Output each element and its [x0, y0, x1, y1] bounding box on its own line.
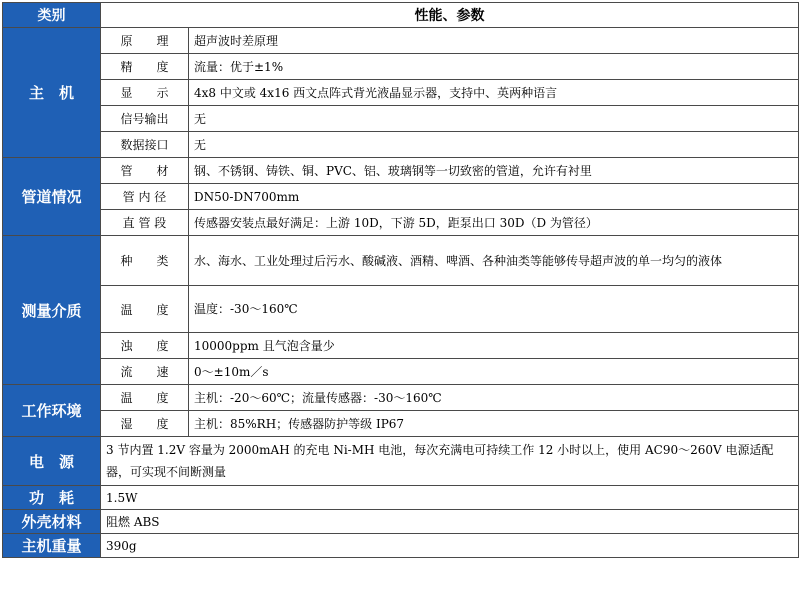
row-label: 温 度	[101, 385, 189, 411]
category-column-header: 类别	[3, 3, 101, 28]
category-consumption: 功 耗	[3, 486, 101, 510]
row-value: 10000ppm 且气泡含量少	[189, 333, 799, 359]
row-label: 信号输出	[101, 106, 189, 132]
category-weight: 主机重量	[3, 534, 101, 558]
row-value: 传感器安装点最好满足：上游 10D，下游 5D，距泵出口 30D（D 为管径）	[189, 210, 799, 236]
category-power: 电 源	[3, 437, 101, 486]
category-main-unit: 主 机	[3, 28, 101, 158]
row-value: 超声波时差原理	[189, 28, 799, 54]
row-label: 浊 度	[101, 333, 189, 359]
table-row	[3, 359, 799, 385]
table-row	[3, 132, 799, 158]
category-medium: 测量介质	[3, 236, 101, 385]
row-value: 3 节内置 1.2V 容量为 2000mAH 的充电 Ni-MH 电池，每次充满电可持续工作 12 小时以上，使用 AC90～260V 电源适配器，可实现不间断测量	[101, 437, 799, 486]
table-row	[3, 510, 799, 534]
row-value: 0～±10m／s	[189, 359, 799, 385]
row-value: 主机：85%RH；传感器防护等级 IP67	[189, 411, 799, 437]
row-value: 水、海水、工业处理过后污水、酸碱液、酒精、啤酒、各种油类等能够传导超声波的单一均匀的液体	[189, 236, 799, 286]
category-housing: 外壳材料	[3, 510, 101, 534]
table-row	[3, 385, 799, 411]
spec-table	[2, 2, 799, 558]
table-row	[3, 236, 799, 286]
row-label: 显 示	[101, 80, 189, 106]
row-label: 种 类	[101, 236, 189, 286]
table-row	[3, 286, 799, 333]
row-value: 流量：优于±1%	[189, 54, 799, 80]
row-value: 阻燃 ABS	[101, 510, 799, 534]
table-row	[3, 28, 799, 54]
row-label: 管 材	[101, 158, 189, 184]
table-header-row	[3, 3, 799, 28]
category-environment: 工作环境	[3, 385, 101, 437]
table-row	[3, 411, 799, 437]
table-row	[3, 333, 799, 359]
category-pipe: 管道情况	[3, 158, 101, 236]
table-row	[3, 80, 799, 106]
table-row	[3, 534, 799, 558]
row-value: 无	[189, 132, 799, 158]
table-row	[3, 54, 799, 80]
row-value: DN50-DN700mm	[189, 184, 799, 210]
row-label: 数据接口	[101, 132, 189, 158]
row-value: 无	[189, 106, 799, 132]
table-row	[3, 486, 799, 510]
row-label: 流 速	[101, 359, 189, 385]
row-value: 4x8 中文或 4x16 西文点阵式背光液晶显示器，支持中、英两种语言	[189, 80, 799, 106]
row-value: 温度：-30～160℃	[189, 286, 799, 333]
row-label: 直 管 段	[101, 210, 189, 236]
table-row	[3, 184, 799, 210]
row-value: 1.5W	[101, 486, 799, 510]
row-value: 钢、不锈钢、铸铁、铜、PVC、铝、玻璃钢等一切致密的管道，允许有衬里	[189, 158, 799, 184]
table-row	[3, 210, 799, 236]
row-label: 精 度	[101, 54, 189, 80]
row-label: 温 度	[101, 286, 189, 333]
table-row	[3, 106, 799, 132]
row-label: 管 内 径	[101, 184, 189, 210]
row-label: 原 理	[101, 28, 189, 54]
row-label: 湿 度	[101, 411, 189, 437]
row-value: 主机：-20～60℃；流量传感器：-30～160℃	[189, 385, 799, 411]
table-row	[3, 437, 799, 486]
spec-column-header: 性能、参数	[101, 3, 799, 28]
table-row	[3, 158, 799, 184]
row-value: 390g	[101, 534, 799, 558]
